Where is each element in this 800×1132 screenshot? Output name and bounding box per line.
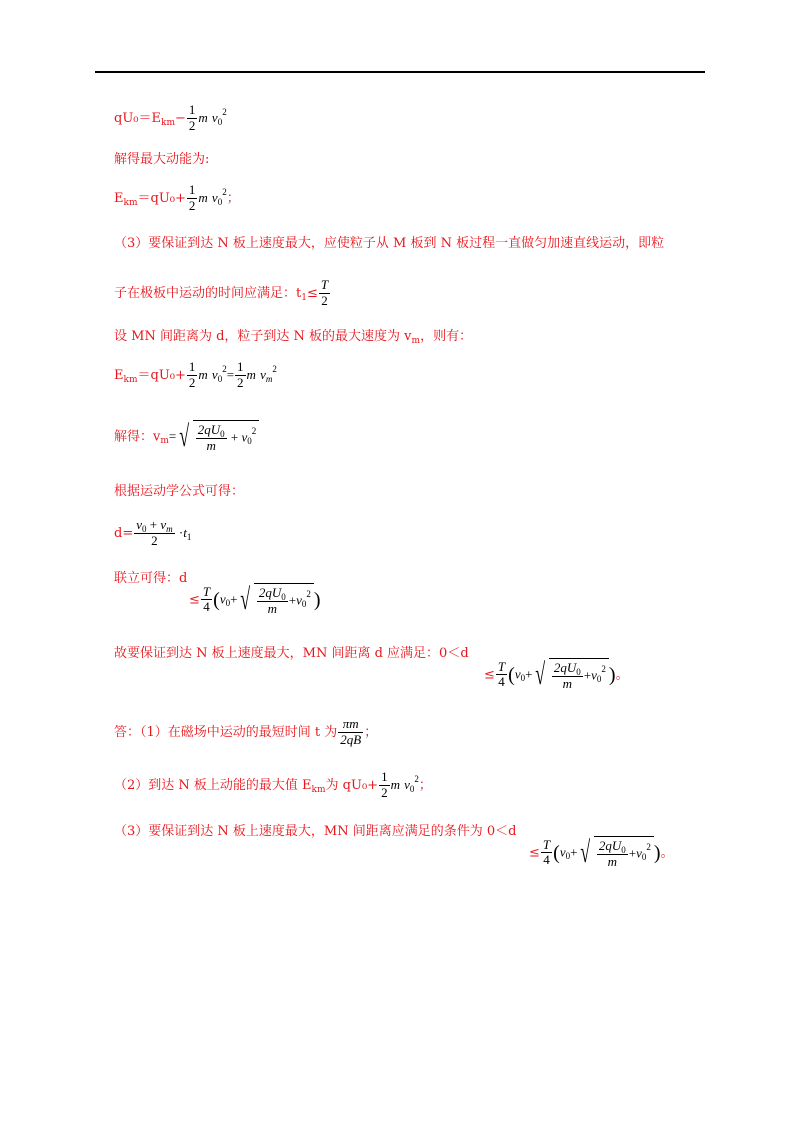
answer-part1: 答：（1）在磁场中运动的最短时间 t 为 $\frac{\pi m}{2qB}$ ； <box>114 716 378 747</box>
header-rule <box>95 71 705 73</box>
equation-energy-2: $E_{km}=qU_0+$ $\frac{1}{2}$ m $v_0^2=$ $\frac{1}{2}$ m $v_m^2$ <box>114 359 277 390</box>
answer-part2: （2）到达 N 板上动能的最大值 $E_{km}$为 qU₀+ $\frac{1}{2}$ m $v_0^2$； <box>114 769 432 800</box>
equation-d: d= $\frac{v_0 + v_m}{2}$ $\cdot t_1$ <box>114 517 192 548</box>
text-time-condition: 子在极板中运动的时间应满足：$t_1\le$ $\frac{T}{2}$ <box>114 277 329 308</box>
text-part3-condition: （3）要保证到达 N 板上速度最大，应使粒子从 M 板到 N 板过程一直做匀加速直线运动，即粒 <box>114 236 665 251</box>
text-solve-max-ke: 解得最大动能为: <box>114 152 210 167</box>
equation-d-bound: 联立可得：d ≤ $\frac{T}{4}$ ($v_0+$ √ $\frac{2qU_0}{m}$ $+v_0^2$ ) <box>114 571 321 616</box>
equation-vm: 解得：$v_m=$ √ $\frac{2qU_0}{m}$ + $v_0^2$ <box>114 420 259 454</box>
equation-ekm: $E_{km}=qU_0+$ $\frac{1}{2}$ m $v_0^2$； <box>114 182 240 213</box>
text-conclusion: 故要保证到达 N 板上速度最大，MN 间距离 d 应满足：0＜d ≤ $\frac{T}{4}$ ($v_0+$ √ $\frac{2qU_0}{m}$ $+v_0^2$ )。 <box>114 646 629 691</box>
text-kinematics: 根据运动学公式可得： <box>114 484 245 499</box>
text-distance-def: 设 MN 间距离为 d，粒子到达 N 板的最大速度为 $v_m$，则有： <box>114 329 473 346</box>
answer-part3: （3）要保证到达 N 板上速度最大，MN 间距离应满足的条件为 0＜d ≤ $\frac{T}{4}$ ($v_0+$ √ $\frac{2qU_0}{m}$ $+v_0^2$ )。 <box>114 824 674 869</box>
equation-energy-1: $qU_0=E_{km}-$ $\frac{1}{2}$ m $v_0^2$ <box>114 102 227 133</box>
